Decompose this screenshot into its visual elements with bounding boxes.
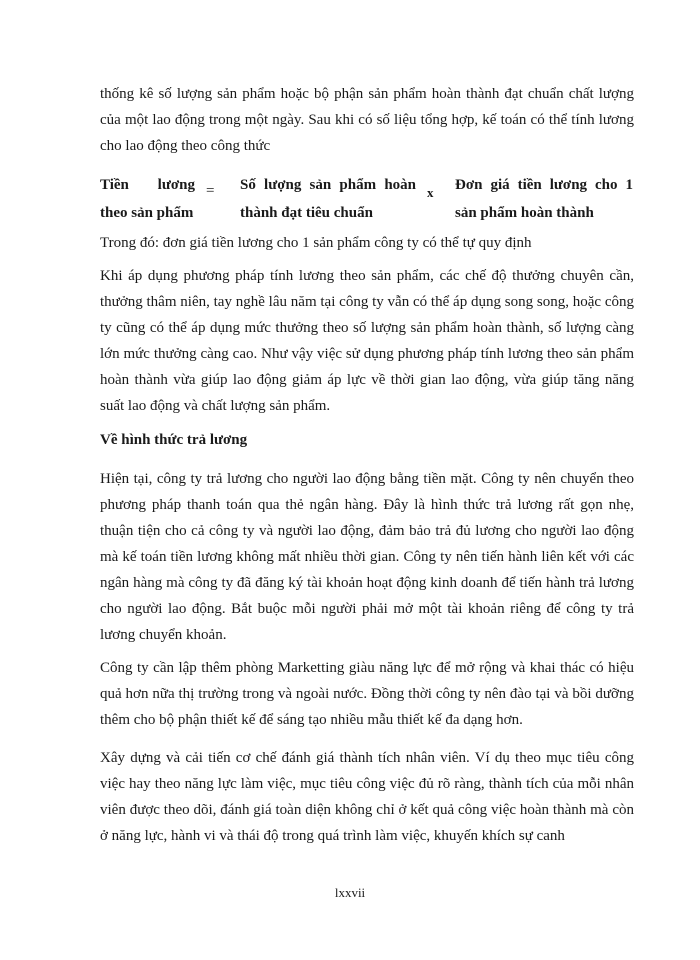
formula-right-term (455, 171, 633, 227)
formula-left-line-2: theo sản phẩm (100, 205, 194, 221)
formula-right-line-1: Đơn giá tiền lương cho 1 (455, 177, 633, 193)
formula-middle-line-1: Số lượng sản phẩm hoàn (240, 177, 416, 193)
salary-formula (100, 171, 634, 219)
formula-equals-sign: = (206, 183, 215, 199)
formula-left-word-2: lương (157, 177, 195, 193)
paragraph-performance-evaluation: Xây dựng và cải tiến cơ chế đánh giá thành tích nhân viên. Ví dụ theo mục tiêu công việc hay theo năng lực làm việc, mục tiêu công việc đủ rõ ràng, thành tích của mỗi nhân viên được theo dõi, đánh giá toàn diện không chỉ ở kết quả công việc hoàn thành mà còn ở năng lực, hành vi và thái độ trong quá trình làm việc, khuyến khích sự canh (100, 750, 634, 844)
formula-left-term (100, 171, 195, 227)
formula-middle-line-2: thành đạt tiêu chuẩn (240, 205, 373, 221)
formula-right-line-2: sản phẩm hoàn thành (455, 205, 594, 221)
paragraph-marketing: Công ty cần lập thêm phòng Marketting giàu năng lực để mở rộng và khai thác có hiệu quả hơn nữa thị trường trong và ngoài nước. Đồng thời công ty nên đào tại và bồi dưỡng thêm cho bộ phận thiết kế để sáng tạo nhiều mẫu thiết kế đa dạng hơn. (100, 660, 634, 728)
formula-left-word-1: Tiền (100, 177, 129, 193)
paragraph-unit-price-note: Trong đó: đơn giá tiền lương cho 1 sản phẩm công ty có thể tự quy định (100, 235, 532, 251)
section-heading-payment-method: Về hình thức trả lương (100, 432, 248, 448)
paragraph-bonus-policy: Khi áp dụng phương pháp tính lương theo sản phẩm, các chế độ thưởng chuyên cần, thưởng thâm niên, tay nghề lâu năm tại công ty vẫn có thể áp dụng song song, hoặc công ty cũng có thể áp dụng mức thưởng theo số lượng sản phẩm hoàn thành, số lượng càng lớn mức thưởng càng cao. Như vậy việc sử dụng phương pháp tính lương theo sản phẩm hoàn thành vừa giúp lao động giảm áp lực về thời gian lao động, vừa giúp tăng năng suất lao động và chất lượng sản phẩm. (100, 268, 634, 414)
paragraph-intro: thống kê số lượng sản phẩm hoặc bộ phận sản phẩm hoàn thành đạt chuẩn chất lượng của một lao động trong một ngày. Sau khi có số liệu tổng hợp, kế toán có thể tính lương cho lao động theo công thức (100, 86, 634, 154)
formula-middle-term (240, 171, 416, 227)
page-number: lxxvii (334, 885, 366, 900)
paragraph-payment-method: Hiện tại, công ty trả lương cho người lao động bằng tiền mặt. Công ty nên chuyển theo phương pháp thanh toán qua thẻ ngân hàng. Đây là hình thức trả lương rất gọn nhẹ, thuận tiện cho cả công ty và người lao động, đảm bảo trả đủ lương cho người lao động mà kế toán tiền lương không mất nhiều thời gian. Công ty nên tiến hành liên kết với các ngân hàng mà công ty đã đăng ký tài khoản hoạt động kinh doanh để tiến hành trả lương cho người lao động. Bắt buộc mỗi người phải mở một tài khoản riêng để công ty trả lương chuyển khoản. (100, 471, 634, 643)
formula-multiply-sign: x (427, 185, 434, 200)
